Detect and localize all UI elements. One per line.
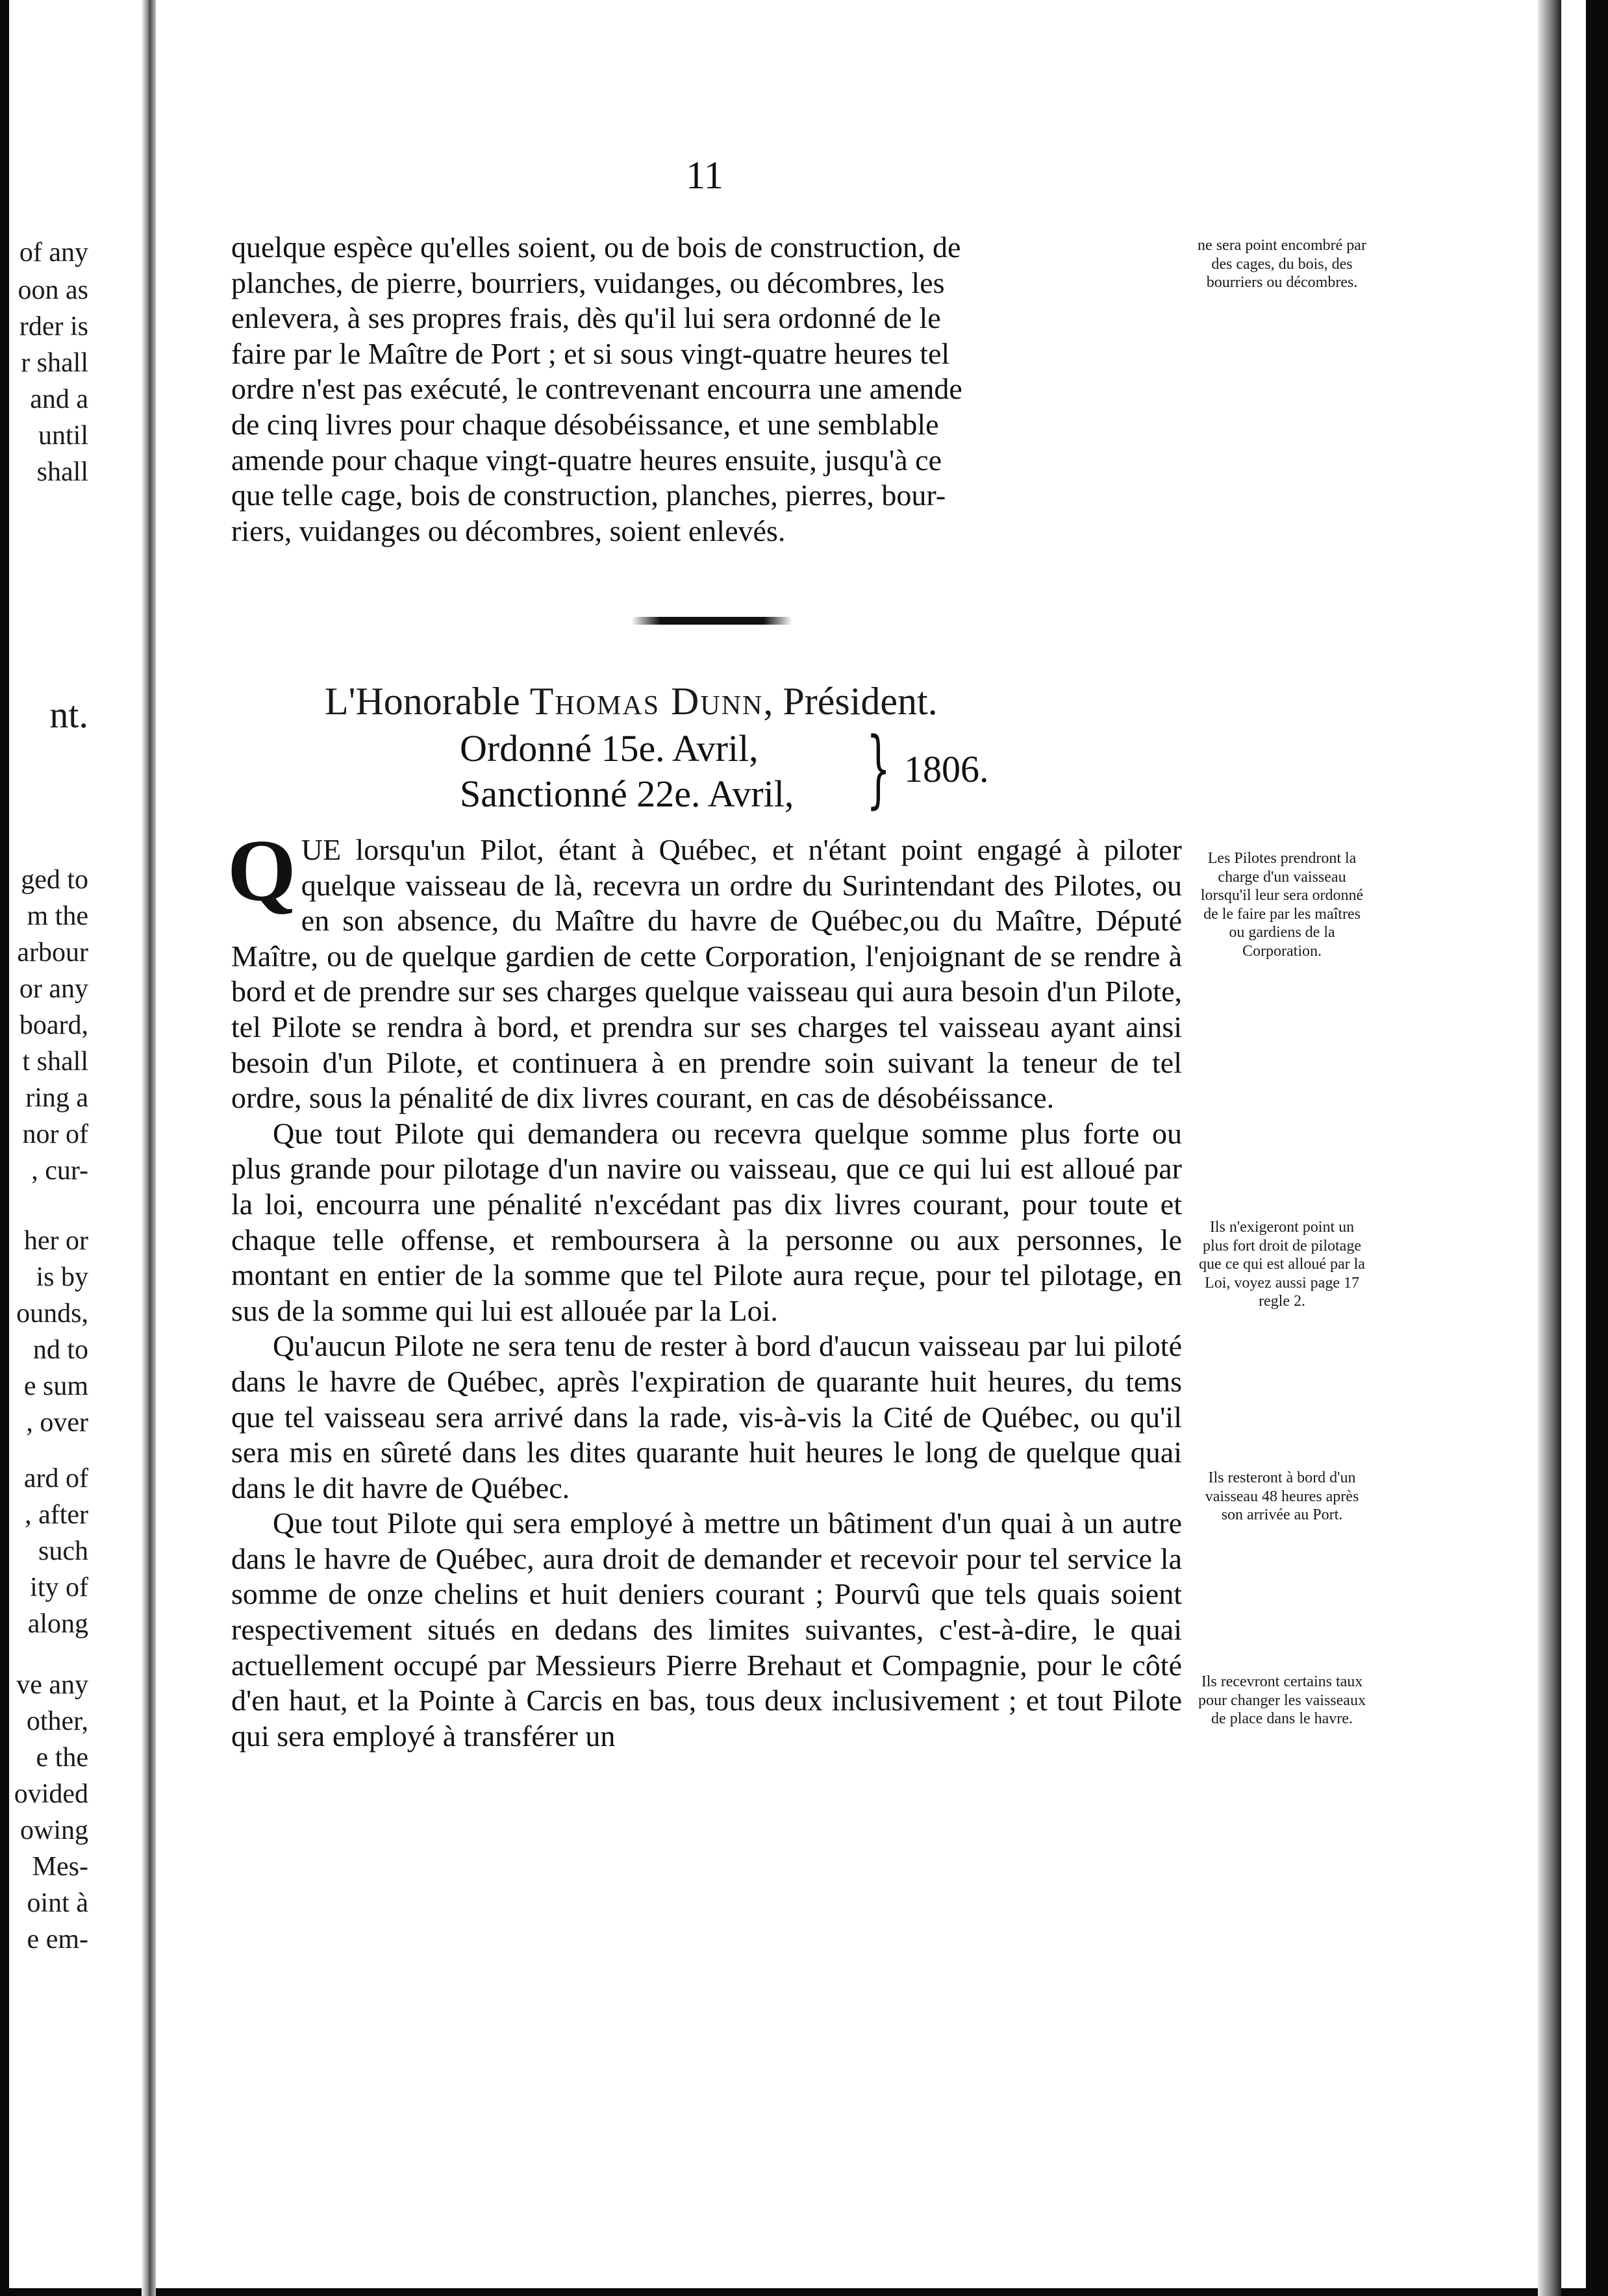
fragment-line: such — [38, 1536, 88, 1566]
fragment-line: arbour — [17, 938, 88, 967]
text-line: faire par le Maître de Port ; et si sous vingt-quatre heures tel — [231, 336, 950, 370]
paragraph-text: UE lorsqu'un Pilot, étant à Québec, et n'étant point engagé à piloter quelque vaisseau de là, recevra un ordre du Surintendant des Pilotes, ou en son absence, du Maître du havre de Québec,ou du Maître, Député Maître, ou de quelque gardien de cette Corporation, l'enjoignant de se rendre à bord et de prendre sur ses charges quelque vaisseau qui aura besoin d'un Pilote, tel Pilote se rendra à bord, et prendra sur ses charges tel vaisseau ayant ainsi besoin d'un Pilote, et continuera à en prendre soin suivant la teneur de tel ordre, sous la pénalité de dix livres courant, en cas de désobéissance. — [231, 833, 1182, 1115]
fragment-line: shall — [36, 457, 88, 487]
fragment-line: ounds, — [16, 1299, 88, 1329]
fragment-line: nd to — [32, 1335, 88, 1365]
fragment-line: until — [38, 421, 88, 451]
fragment-line: oint à — [27, 1888, 88, 1918]
scan-border-left — [0, 0, 9, 2296]
paragraph: Que tout Pilote qui demandera ou recevra quelque somme plus forte ou plus grande pour pilotage d'un navire ou vaisseau, que ce qui lui est alloué par la loi, encourra une pénalité n'excédant pas dix livres courant, pour toute et chaque telle offense, et remboursera à la personne ou aux personnes, le montant en entier de la somme que tel Pilote aura reçue, pour tel pilotage, en sus de la somme qui lui est allouée par la Loi. — [231, 1116, 1182, 1327]
margin-note: Les Pilotes prendront la charge d'un vaisseau lorsqu'il leur sera ordonné de le faire par les maîtres ou gardiens de la Corporation. — [1200, 850, 1364, 960]
heading-suffix: , Président. — [763, 680, 938, 723]
margin-note: ne sera point encombré par des cages, du bois, des bourriers ou décombres. — [1198, 237, 1366, 291]
fragment-line: other, — [26, 1706, 88, 1736]
text-line: ordre n'est pas exécuté, le contrevenant encourra une amende — [231, 372, 962, 406]
fragment-line: nor of — [22, 1119, 88, 1149]
act-heading — [325, 682, 1104, 721]
text-line: quelque espèce qu'elles soient, ou de bois de construction, de — [231, 231, 961, 264]
previous-page-fragments — [10, 0, 88, 2296]
date-brace: } — [866, 719, 891, 817]
sanctioned-date: Sanctionné 22e. Avril, — [460, 773, 794, 815]
text-line: que telle cage, bois de construction, planches, pierres, bour- — [231, 479, 946, 512]
paragraph: Que tout Pilote qui sera employé à mettre un bâtiment d'un quai à un autre dans le havre de Québec, aura droit de demander et recevoir pour tel service la somme de onze chelins et huit deniers courant ; Pourvû que tels quais soient respectivement situés en dedans des limites suivantes, c'est-à-dire, le quai actuellement occupé par Messieurs Pierre Brehaut et Compagnie, pour le côté d'en haut, et la Pointe à Carcis en bas, tous deux inclusivement ; et tout Pilote qui sera employé à transférer un — [231, 1506, 1182, 1753]
fragment-line: along — [27, 1609, 88, 1639]
text-line: amende pour chaque vingt-quatre heures ensuite, jusqu'à ce — [231, 443, 942, 477]
fragment-line: or any — [19, 974, 88, 1004]
scan-border-right — [1586, 0, 1608, 2296]
fragment-line: of any — [19, 238, 88, 268]
heading-name: Thomas Dunn — [529, 680, 764, 723]
fragment-line: e sum — [23, 1371, 88, 1401]
fragment-line: , after — [25, 1500, 88, 1530]
margin-note: Ils recevront certains taux pour changer les vaisseaux de place dans le havre. — [1198, 1673, 1366, 1727]
fragment-line: ring a — [25, 1083, 88, 1113]
book-gutter — [142, 0, 156, 2296]
ordered-date: Ordonné 15e. Avril, — [460, 727, 759, 769]
text-line: planches, de pierre, bourriers, vuidanges, ou décombres, les — [231, 266, 945, 299]
section-divider — [631, 617, 792, 625]
text-line: de cinq livres pour chaque désobéissance, et une semblable — [231, 407, 939, 441]
fragment-line: Mes- — [32, 1852, 88, 1882]
main-text — [227, 822, 1182, 1754]
margin-note: Ils resteront à bord d'un vaisseau 48 heures après son arrivée au Port. — [1205, 1469, 1359, 1523]
text-line: riers, vuidanges ou décombres, soient enlevés. — [231, 514, 786, 547]
fragment-line: , cur- — [31, 1156, 88, 1186]
fragment-line: ard of — [23, 1464, 88, 1493]
fragment-line: e the — [36, 1743, 88, 1773]
fragment-line: oon as — [18, 275, 88, 305]
top-paragraph — [231, 230, 1182, 549]
text-line: enlevera, à ses propres frais, dès qu'il lui sera ordonné de le — [231, 301, 941, 335]
fragment-line: ity of — [30, 1573, 88, 1603]
fragment-line: r shall — [21, 348, 88, 378]
fragment-line: her or — [23, 1226, 88, 1256]
scan-border-bottom — [0, 2288, 1608, 2296]
fragment-line: rder is — [19, 312, 88, 342]
fragment-line: ve any — [16, 1670, 88, 1700]
act-year: 1806. — [904, 748, 989, 790]
fragment-line: is by — [36, 1262, 88, 1292]
page-number: 11 — [686, 154, 723, 197]
paragraph — [227, 822, 1182, 1116]
margin-note: Ils n'exigeront point un plus fort droit de pilotage que ce qui est alloué par la Loi, voyez aussi page 17 regle 2. — [1199, 1219, 1365, 1310]
page-edge-shadow — [1538, 0, 1561, 2296]
fragment-line: ovided — [14, 1779, 88, 1809]
paragraph: Qu'aucun Pilote ne sera tenu de rester à bord d'aucun vaisseau par lui piloté dans le havre de Québec, après l'expiration de quarante huit heures, du tems que tel vaisseau sera arrivé dans la rade, vis-à-vis la Cité de Québec, ou qu'il sera mis en sûreté dans les dites quarante huit heures le long de quelque quai dans le dit havre de Québec. — [231, 1329, 1182, 1504]
fragment-line: e em- — [27, 1925, 88, 1954]
fragment-line: nt. — [49, 693, 88, 736]
fragment-line: , over — [26, 1408, 88, 1438]
fragment-line: m the — [27, 901, 88, 931]
fragment-line: owing — [20, 1816, 88, 1845]
heading-prefix: L'Honorable — [325, 680, 530, 723]
fragment-line: ged to — [21, 865, 88, 895]
fragment-line: board, — [19, 1010, 88, 1040]
fragment-line: t shall — [22, 1047, 88, 1077]
drop-cap: Q — [227, 822, 296, 919]
fragment-line: and a — [30, 384, 88, 414]
